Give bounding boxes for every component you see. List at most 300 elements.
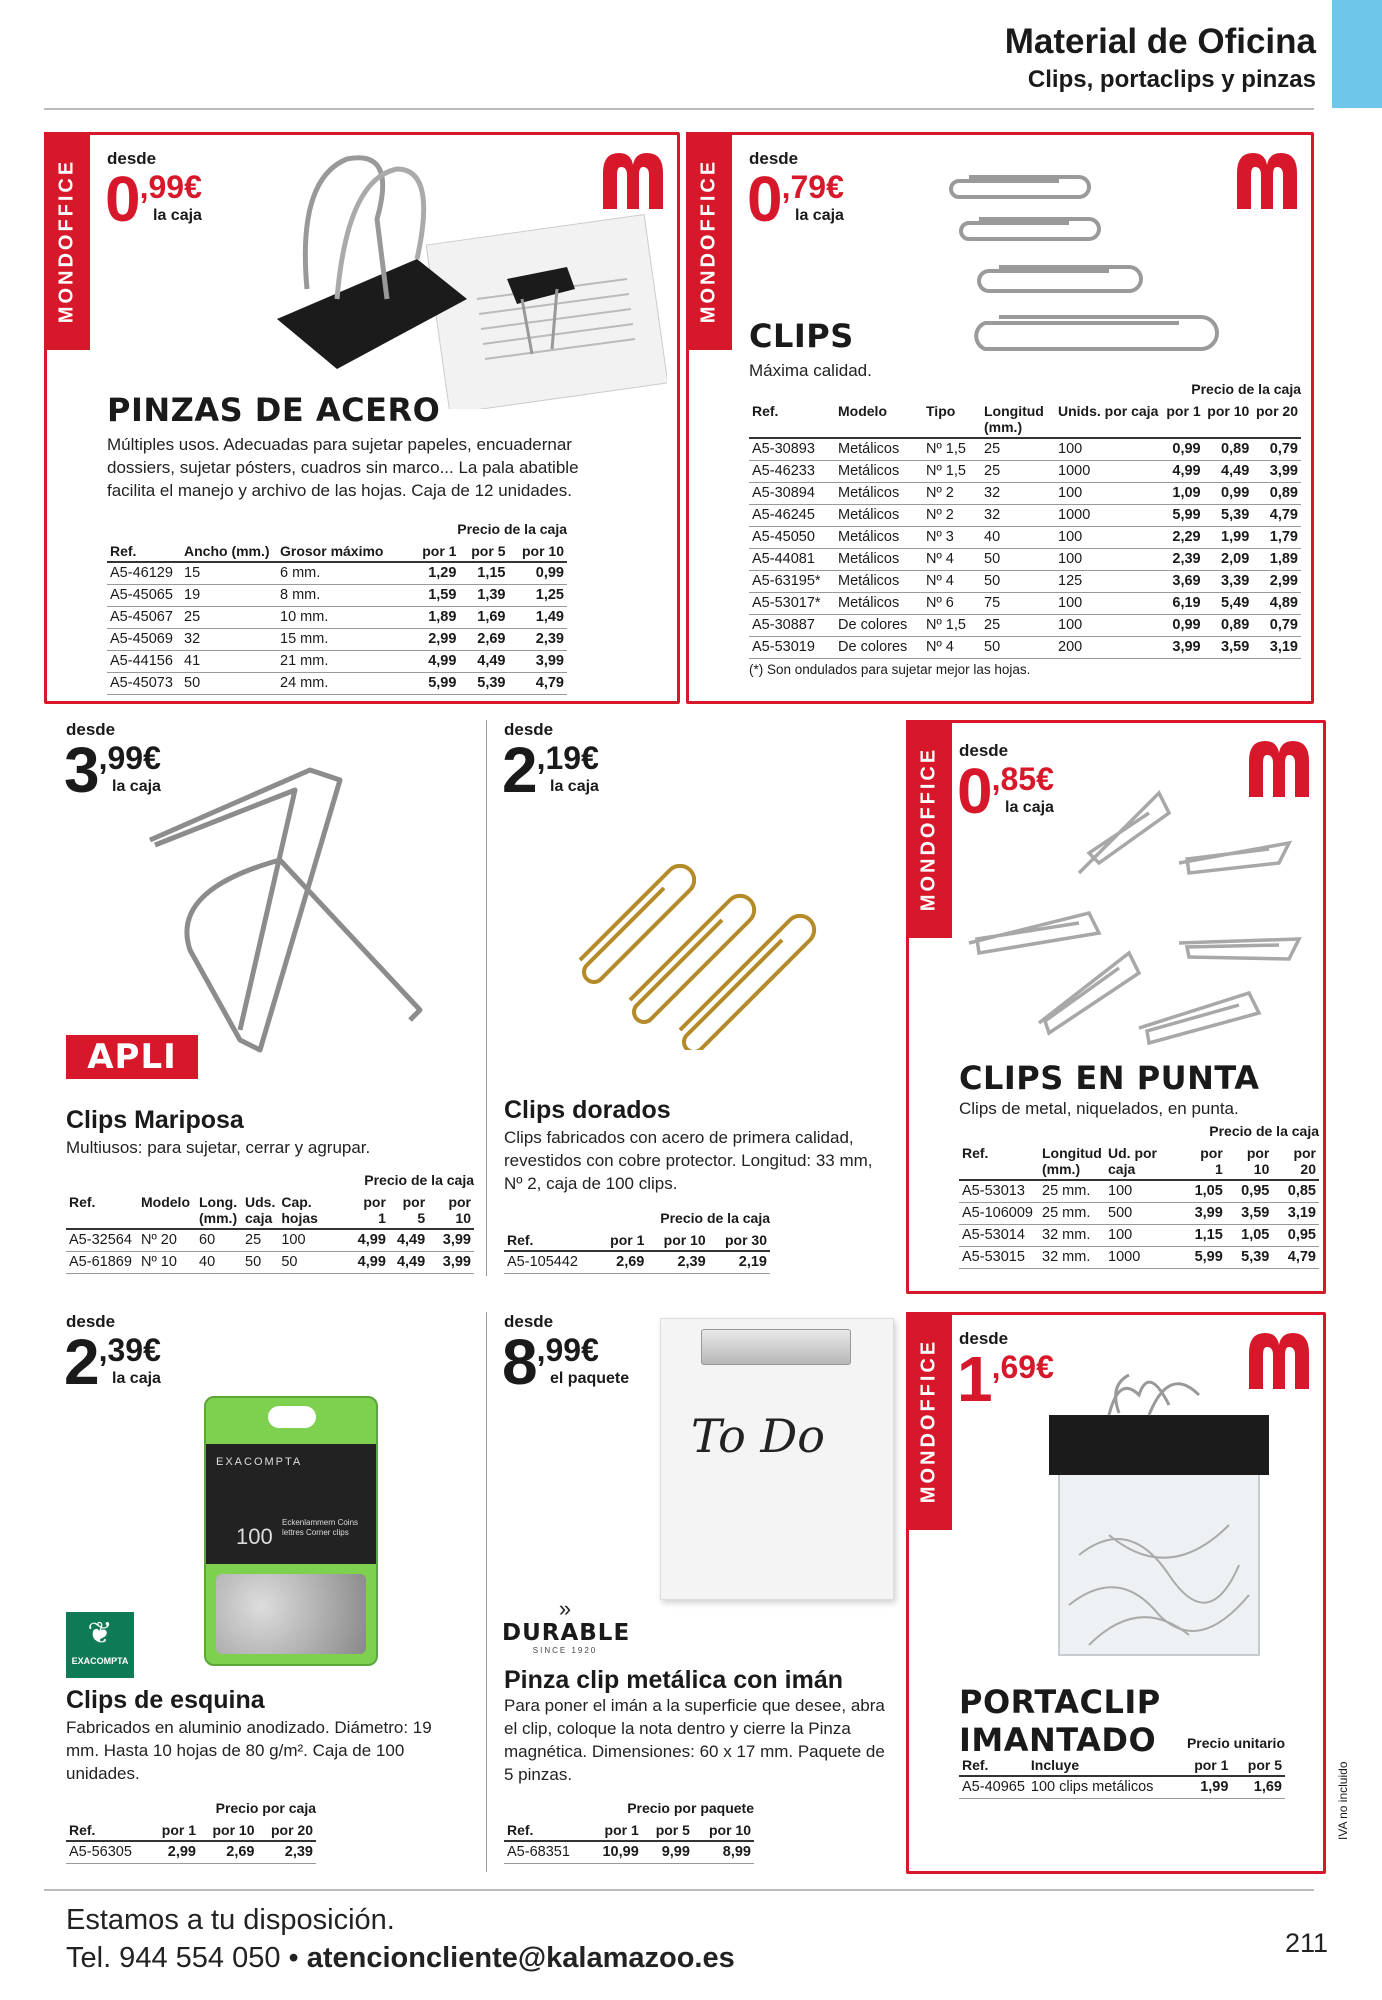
cell: Metálicos xyxy=(835,549,923,571)
cell: A5-30894 xyxy=(749,483,835,505)
cell: 2,39 xyxy=(647,1251,708,1274)
mondoffice-band xyxy=(906,1312,952,1530)
table-row xyxy=(107,562,567,585)
paper-clips-image xyxy=(939,157,1239,357)
exacompta-logo: ❦ EXACOMPTA xyxy=(66,1612,134,1678)
cell: 1,05 xyxy=(1226,1225,1273,1247)
table-row xyxy=(749,461,1301,483)
cell: 2,39 xyxy=(508,629,567,651)
cell: A5-44081 xyxy=(749,549,835,571)
cell: 24 mm. xyxy=(277,673,410,695)
durable-since: SINCE 1920 xyxy=(532,1646,598,1655)
table-row xyxy=(959,1776,1285,1799)
cell: 0,85 xyxy=(1272,1180,1319,1203)
table-row xyxy=(749,527,1301,549)
cell: 32 xyxy=(981,505,1055,527)
cell: 1,59 xyxy=(410,585,459,607)
price-table-caption: Precio de la caja xyxy=(1191,381,1301,397)
column-header: Longitud (mm.) xyxy=(981,401,1055,438)
cell: 2,39 xyxy=(257,1841,316,1864)
cell: 100 xyxy=(1055,438,1163,461)
cell: Nº 1,5 xyxy=(923,461,981,483)
cell: 100 xyxy=(1055,615,1163,637)
footer-email[interactable]: atencioncliente@kalamazoo.es xyxy=(306,1942,735,1974)
cell: 4,99 xyxy=(1163,461,1204,483)
table-row xyxy=(107,607,567,629)
cell: A5-53015 xyxy=(959,1247,1039,1269)
product-description: Para poner el imán a la superficie que desee, abra el clip, coloque la nota dentro y cierre la Pinza magnética. Dimensiones: 60 x 17 mm. Paquete de 5 pinzas. xyxy=(504,1696,885,1784)
table-row xyxy=(749,593,1301,615)
cell: 60 xyxy=(196,1229,242,1252)
column-header: Uds. caja xyxy=(242,1192,278,1229)
column-header: por 5 xyxy=(459,541,508,562)
cell: 0,89 xyxy=(1252,483,1301,505)
table-row xyxy=(66,1841,316,1864)
cell: Nº 20 xyxy=(138,1229,196,1252)
cell: 3,39 xyxy=(1204,571,1253,593)
price-decimal: ,85€ xyxy=(991,761,1054,797)
cell: 1,79 xyxy=(1252,527,1301,549)
cell: Metálicos xyxy=(835,593,923,615)
iva-note: IVA no incluido xyxy=(1336,1761,1350,1840)
corner-clips-pack-image xyxy=(204,1396,378,1666)
cell: 1,25 xyxy=(508,585,567,607)
cell: 1,15 xyxy=(1186,1225,1226,1247)
price-table xyxy=(959,1123,1319,1269)
column-header: por 1 xyxy=(1186,1143,1226,1180)
column-header: por 10 xyxy=(508,541,567,562)
column-header: por 20 xyxy=(1272,1143,1319,1180)
table-row xyxy=(749,637,1301,659)
cell: 5,39 xyxy=(459,673,508,695)
cell: Metálicos xyxy=(835,483,923,505)
cell: 5,39 xyxy=(1226,1247,1273,1269)
cell: A5-45069 xyxy=(107,629,181,651)
cell: 5,99 xyxy=(1163,505,1204,527)
table-row xyxy=(749,549,1301,571)
cell: 3,19 xyxy=(1252,637,1301,659)
product-title: CLIPS EN PUNTA xyxy=(959,1059,1260,1097)
column-header: Ref. xyxy=(66,1820,150,1841)
price-integer: 0 xyxy=(747,163,781,235)
cell: 25 xyxy=(181,607,277,629)
price-decimal: ,99€ xyxy=(139,169,202,205)
cell: 3,19 xyxy=(1272,1203,1319,1225)
cell: 6 mm. xyxy=(277,562,410,585)
cell: 3,99 xyxy=(1186,1203,1226,1225)
column-header: por 1 xyxy=(410,541,459,562)
cell: A5-46245 xyxy=(749,505,835,527)
cell: 5,99 xyxy=(1186,1247,1226,1269)
table-row xyxy=(504,1841,754,1864)
cell: 0,89 xyxy=(1204,615,1253,637)
cell: 10 mm. xyxy=(277,607,410,629)
cell: 1,05 xyxy=(1186,1180,1226,1203)
product-title: Clips de esquina xyxy=(66,1686,265,1714)
price-from-label: desde xyxy=(504,720,554,739)
column-header: por 1 xyxy=(150,1820,199,1841)
product-title: Clips Mariposa xyxy=(66,1106,244,1134)
cell: 100 xyxy=(1105,1225,1186,1247)
cell: 0,79 xyxy=(1252,615,1301,637)
cell: A5-45073 xyxy=(107,673,181,695)
column-header: por 10 xyxy=(693,1820,754,1841)
product-portaclip-imantado xyxy=(906,1312,1326,1874)
cell: 100 clips metálicos xyxy=(1028,1776,1178,1799)
product-description: Múltiples usos. Adecuadas para sujetar papeles, encuadernar dossiers, sujetar pósters, cuadros sin marco... La pala abatible facilita el manejo y archivo de las hojas. Caja de 12 unidades. xyxy=(107,435,579,500)
cell: 5,49 xyxy=(1204,593,1253,615)
price-table-caption: Precio por caja xyxy=(215,1800,316,1816)
page-title: Material de Oficina xyxy=(1004,22,1316,61)
binder-clip-image xyxy=(267,139,667,409)
cell: 32 xyxy=(181,629,277,651)
cell: 100 xyxy=(1055,527,1163,549)
product-description: Máxima calidad. xyxy=(749,361,872,380)
cell: 4,49 xyxy=(389,1252,428,1274)
cell: 1,89 xyxy=(1252,549,1301,571)
butterfly-clip-image xyxy=(130,750,450,1070)
table-footnote: (*) Son ondulados para sujetar mejor las hojas. xyxy=(749,662,1031,677)
price-integer: 0 xyxy=(957,755,991,827)
price-decimal: ,79€ xyxy=(781,169,844,205)
price-unit: la caja xyxy=(1005,799,1054,816)
cell: 4,79 xyxy=(1272,1247,1319,1269)
cell: 2,29 xyxy=(1163,527,1204,549)
price-integer: 3 xyxy=(64,734,98,806)
cell: Nº 3 xyxy=(923,527,981,549)
price-unit: la caja xyxy=(112,778,161,795)
cell: 41 xyxy=(181,651,277,673)
cell: A5-45065 xyxy=(107,585,181,607)
cell: Metálicos xyxy=(835,438,923,461)
price-unit: la caja xyxy=(153,207,202,224)
cell: 25 mm. xyxy=(1039,1203,1105,1225)
cell: 500 xyxy=(1105,1203,1186,1225)
cell: 32 xyxy=(981,483,1055,505)
cell: 4,79 xyxy=(508,673,567,695)
cell: 100 xyxy=(278,1229,349,1252)
cell: 1,89 xyxy=(410,607,459,629)
cell: Nº 4 xyxy=(923,571,981,593)
mondoffice-label: MONDOFFICE xyxy=(917,746,940,912)
cell: Nº 4 xyxy=(923,637,981,659)
column-header: Longitud (mm.) xyxy=(1039,1143,1105,1180)
price-table-caption: Precio por paquete xyxy=(627,1800,754,1816)
cell: A5-106009 xyxy=(959,1203,1039,1225)
cell: 1,49 xyxy=(508,607,567,629)
gold-clips-image xyxy=(560,850,830,1050)
price-from-label: desde xyxy=(749,149,799,168)
cell: 3,59 xyxy=(1226,1203,1273,1225)
cell: 1,29 xyxy=(410,562,459,585)
cell: Metálicos xyxy=(835,505,923,527)
cell: A5-30893 xyxy=(749,438,835,461)
cell: 50 xyxy=(181,673,277,695)
price-table-caption: Precio de la caja xyxy=(660,1210,770,1226)
price-from-label: desde xyxy=(959,1329,1009,1348)
mondoffice-label: MONDOFFICE xyxy=(697,158,720,324)
product-clips-en-punta xyxy=(906,720,1326,1294)
cell: 21 mm. xyxy=(277,651,410,673)
cell: 0,99 xyxy=(1204,483,1253,505)
magnetic-clip-note-image xyxy=(660,1318,894,1600)
column-header: por 30 xyxy=(709,1230,770,1251)
column-header: por 10 xyxy=(1226,1143,1273,1180)
price-table-caption: Precio de la caja xyxy=(364,1172,474,1188)
cell: 0,95 xyxy=(1272,1225,1319,1247)
cell: 2,69 xyxy=(459,629,508,651)
cell: 19 xyxy=(181,585,277,607)
column-header: por 5 xyxy=(389,1192,428,1229)
table-row xyxy=(66,1229,474,1252)
price-unit: la caja xyxy=(550,778,599,795)
price-table-caption: Precio de la caja xyxy=(457,521,567,537)
price-decimal: ,39€ xyxy=(98,1332,161,1368)
cell: 4,99 xyxy=(410,651,459,673)
cell: 8,99 xyxy=(693,1841,754,1864)
cell: 1000 xyxy=(1055,505,1163,527)
cell: Nº 1,5 xyxy=(923,615,981,637)
product-clips xyxy=(686,132,1314,704)
column-divider xyxy=(486,720,487,1276)
cell: 100 xyxy=(1105,1180,1186,1203)
cell: 3,99 xyxy=(1252,461,1301,483)
price-decimal: ,69€ xyxy=(991,1349,1054,1385)
metal-clip xyxy=(701,1329,851,1365)
cell: A5-63195* xyxy=(749,571,835,593)
cell: 1000 xyxy=(1055,461,1163,483)
cell: De colores xyxy=(835,615,923,637)
column-divider xyxy=(486,1312,487,1872)
footer-divider xyxy=(44,1889,1314,1891)
cell: A5-53019 xyxy=(749,637,835,659)
footer-contact xyxy=(66,1942,735,1975)
cell: 3,99 xyxy=(508,651,567,673)
column-header: Ud. por caja xyxy=(1105,1143,1186,1180)
cell: A5-44156 xyxy=(107,651,181,673)
column-header: por 1 xyxy=(1178,1755,1232,1776)
page-number: 211 xyxy=(1284,1928,1328,1958)
price-unit: el paquete xyxy=(550,1370,630,1387)
column-header: Ref. xyxy=(504,1230,596,1251)
cell: Nº 10 xyxy=(138,1252,196,1274)
cell: 3,99 xyxy=(428,1229,474,1252)
page-subtitle: Clips, portaclips y pinzas xyxy=(1027,66,1316,93)
cell: 4,49 xyxy=(459,651,508,673)
cell: A5-53017* xyxy=(749,593,835,615)
column-header: por 1 xyxy=(350,1192,389,1229)
cell: 2,39 xyxy=(1163,549,1204,571)
column-header: Modelo xyxy=(835,401,923,438)
magnetic-clip-holder-image xyxy=(1049,1355,1269,1665)
product-description: Clips fabricados con acero de primera calidad, revestidos con cobre protector. Longitud: 33 mm, Nº 2, caja de 100 clips. xyxy=(504,1128,873,1193)
cell: Metálicos xyxy=(835,461,923,483)
table-row xyxy=(959,1180,1319,1203)
cell: 6,19 xyxy=(1163,593,1204,615)
price-integer: 2 xyxy=(64,1326,98,1398)
mondoffice-label: MONDOFFICE xyxy=(917,1338,940,1504)
table-row xyxy=(66,1252,474,1274)
pack-brand: EXACOMPTA xyxy=(216,1456,303,1468)
cell: 3,69 xyxy=(1163,571,1204,593)
column-header: por 10 xyxy=(1204,401,1253,438)
table-row xyxy=(749,571,1301,593)
cell: 8 mm. xyxy=(277,585,410,607)
cell: Metálicos xyxy=(835,571,923,593)
exacompta-label: EXACOMPTA xyxy=(71,1656,129,1666)
cell: 50 xyxy=(981,549,1055,571)
cell: A5-56305 xyxy=(66,1841,150,1864)
cell: 0,95 xyxy=(1226,1180,1273,1203)
product-title: Clips dorados xyxy=(504,1096,671,1124)
cell: 50 xyxy=(242,1252,278,1274)
cell: A5-32564 xyxy=(66,1229,138,1252)
cell: Nº 6 xyxy=(923,593,981,615)
column-header: Tipo xyxy=(923,401,981,438)
cell: 25 xyxy=(981,461,1055,483)
mondoffice-label: MONDOFFICE xyxy=(55,158,78,324)
price-from-label: desde xyxy=(959,741,1009,760)
column-header: Ref. xyxy=(504,1820,588,1841)
table-row xyxy=(107,629,567,651)
product-title: PINZAS DE ACERO xyxy=(107,391,441,429)
cell: Nº 4 xyxy=(923,549,981,571)
cell: A5-46129 xyxy=(107,562,181,585)
cell: 50 xyxy=(278,1252,349,1274)
note-handwriting: To Do xyxy=(691,1409,826,1463)
price xyxy=(957,1343,1054,1415)
price-from-label: desde xyxy=(107,149,157,168)
pack-text: Eckenlammern Coins lettres Corner clips xyxy=(282,1518,359,1537)
cell: 4,89 xyxy=(1252,593,1301,615)
product-description: Fabricados en aluminio anodizado. Diámetro: 19 mm. Hasta 10 hojas de 80 g/m². Caja de 100 unidades. xyxy=(66,1718,432,1783)
column-header: Ancho (mm.) xyxy=(181,541,277,562)
product-title: PORTACLIP IMANTADO xyxy=(959,1683,1161,1759)
price-from-label: desde xyxy=(504,1312,554,1331)
durable-arrow-icon: » xyxy=(558,1596,572,1621)
cell: A5-105442 xyxy=(504,1251,596,1274)
mondoffice-band xyxy=(686,132,732,350)
hang-hole xyxy=(268,1406,316,1428)
column-header: Ref. xyxy=(66,1192,138,1229)
cell: 100 xyxy=(1055,483,1163,505)
cell: 75 xyxy=(981,593,1055,615)
price-from-label: desde xyxy=(66,1312,116,1331)
product-title: Pinza clip metálica con imán xyxy=(504,1666,844,1694)
cell: 32 mm. xyxy=(1039,1247,1105,1269)
cell: 0,99 xyxy=(508,562,567,585)
price-table xyxy=(107,521,567,695)
price-unit: la caja xyxy=(112,1370,161,1387)
column-header: Modelo xyxy=(138,1192,196,1229)
durable-label: DURABLE xyxy=(502,1620,631,1646)
table-row xyxy=(959,1203,1319,1225)
cell: 2,99 xyxy=(410,629,459,651)
cell: 4,99 xyxy=(350,1229,389,1252)
column-header: por 5 xyxy=(1231,1755,1285,1776)
cell: Metálicos xyxy=(835,527,923,549)
cell: 25 xyxy=(981,438,1055,461)
product-description: Clips de metal, niquelados, en punta. xyxy=(959,1099,1239,1118)
cell: 25 xyxy=(242,1229,278,1252)
table-row xyxy=(749,505,1301,527)
price-integer: 8 xyxy=(502,1326,536,1398)
cell: A5-45050 xyxy=(749,527,835,549)
cell: 40 xyxy=(981,527,1055,549)
column-header: Incluye xyxy=(1028,1755,1178,1776)
cell: 4,99 xyxy=(350,1252,389,1274)
price-unit: la caja xyxy=(795,207,844,224)
column-header: por 5 xyxy=(642,1820,693,1841)
cell: A5-53013 xyxy=(959,1180,1039,1203)
cell: A5-61869 xyxy=(66,1252,138,1274)
price-decimal: ,99€ xyxy=(98,740,161,776)
cell: 5,39 xyxy=(1204,505,1253,527)
cell: 2,99 xyxy=(150,1841,199,1864)
header-divider xyxy=(44,108,1314,110)
column-header: por 1 xyxy=(588,1820,642,1841)
column-header: por 10 xyxy=(647,1230,708,1251)
table-row xyxy=(749,438,1301,461)
cell: De colores xyxy=(835,637,923,659)
price-decimal: ,99€ xyxy=(536,1332,599,1368)
cell: 3,99 xyxy=(428,1252,474,1274)
column-header: Ref. xyxy=(107,541,181,562)
price-table xyxy=(959,1735,1285,1799)
price-table xyxy=(66,1172,474,1274)
cell: 0,89 xyxy=(1204,438,1253,461)
mondoffice-m-logo xyxy=(1231,143,1303,215)
table-row xyxy=(107,585,567,607)
column-header: por 1 xyxy=(596,1230,647,1251)
cell: 5,99 xyxy=(410,673,459,695)
column-header: Ref. xyxy=(959,1143,1039,1180)
cell: 3,99 xyxy=(1163,637,1204,659)
price-integer: 0 xyxy=(105,163,139,235)
cell: 15 xyxy=(181,562,277,585)
cell: 100 xyxy=(1055,593,1163,615)
cell: 1000 xyxy=(1105,1247,1186,1269)
cell: 1,39 xyxy=(459,585,508,607)
mondoffice-band xyxy=(906,720,952,938)
cell: 15 mm. xyxy=(277,629,410,651)
price-integer: 1 xyxy=(957,1343,991,1415)
pack-label xyxy=(206,1444,376,1564)
cell: 2,09 xyxy=(1204,549,1253,571)
cell: 2,99 xyxy=(1252,571,1301,593)
price-from-label: desde xyxy=(66,720,116,739)
price-table xyxy=(504,1800,754,1864)
cell: 32 mm. xyxy=(1039,1225,1105,1247)
cell: 4,49 xyxy=(1204,461,1253,483)
pack-count: 100 xyxy=(236,1524,273,1549)
table-row xyxy=(959,1225,1319,1247)
cell: 25 xyxy=(981,615,1055,637)
cell: 1,99 xyxy=(1178,1776,1232,1799)
column-header: por 1 xyxy=(1163,401,1204,438)
price-table xyxy=(504,1210,770,1274)
cell: 50 xyxy=(981,637,1055,659)
column-header: por 10 xyxy=(199,1820,257,1841)
cell: A5-46233 xyxy=(749,461,835,483)
footer-phone: Tel. 944 554 050 • xyxy=(66,1942,307,1974)
price-decimal: ,19€ xyxy=(536,740,599,776)
cell: 2,69 xyxy=(596,1251,647,1274)
cell: 1,15 xyxy=(459,562,508,585)
cell: 1,69 xyxy=(459,607,508,629)
price-table-caption: Precio unitario xyxy=(1186,1735,1285,1751)
cell: Nº 1,5 xyxy=(923,438,981,461)
